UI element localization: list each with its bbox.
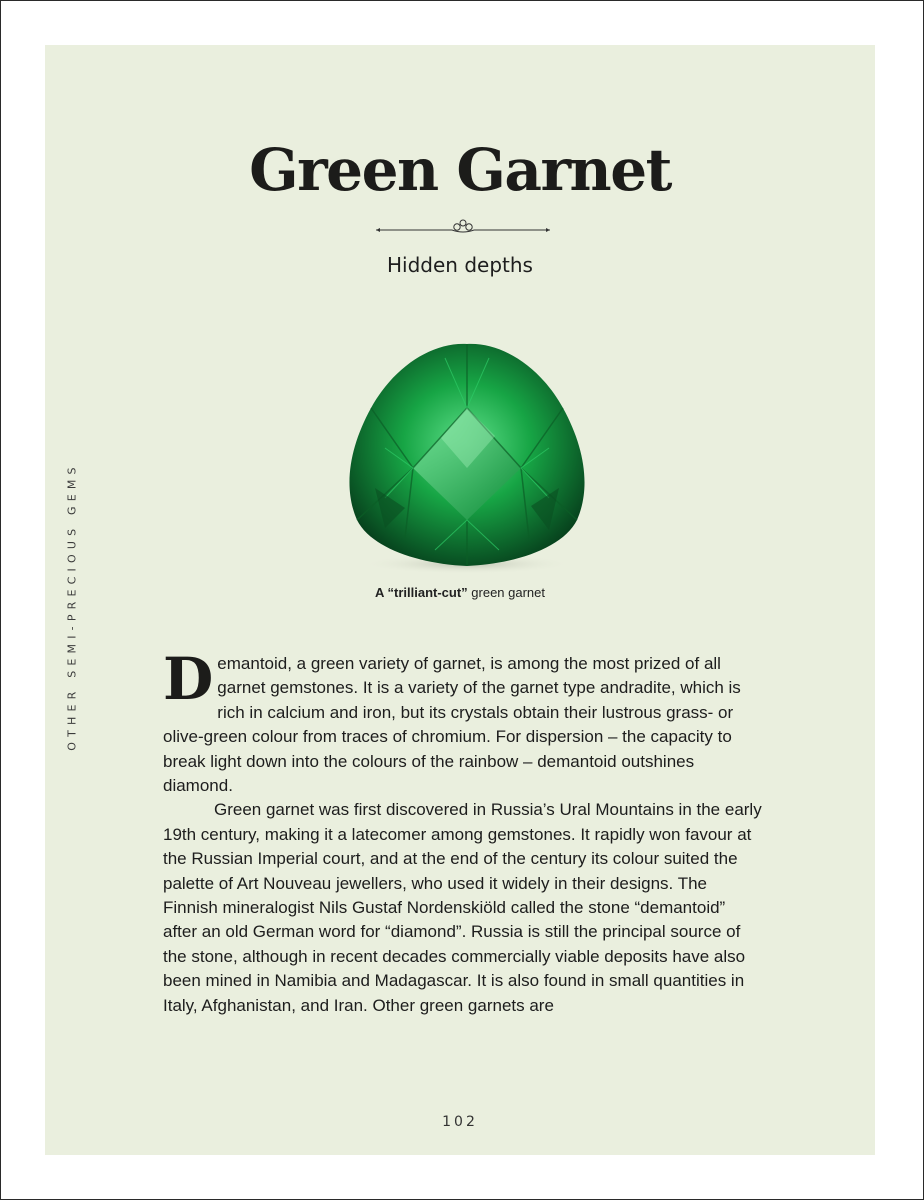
page-subtitle: Hidden depths — [387, 253, 533, 277]
gem-image — [345, 338, 590, 578]
caption-rest: green garnet — [467, 585, 546, 600]
body-text — [163, 645, 763, 1018]
paragraph-2: Green garnet was first discovered in Russia’s Ural Mountains in the early 19th century, making it a latecomer among gemstones. It rapidly won favour at the Russian Imperial court, and at the end of the century its colour suited the palette of Art Nouveau jewellers, who used it widely in their designs. The Finnish mineralogist Nils Gustaf Nordenskiöld called the stone “demantoid” after an old German word for “diamond”. Russia is still the principal source of the stone, although in recent decades commercially viable deposits have also been mined in Namibia and Madagascar. It is also found in small quantities in Italy, Afghanistan, and Iran. Other green garnets are — [163, 800, 762, 1015]
drop-cap: D — [163, 645, 214, 713]
page-number: 102 — [442, 1114, 478, 1130]
page-title: Green Garnet — [249, 136, 671, 204]
section-side-label: OTHER SEMI-PRECIOUS GEMS — [65, 462, 79, 751]
image-caption — [45, 585, 875, 600]
paragraph-1 — [163, 645, 763, 798]
ornament-divider-icon — [372, 216, 554, 236]
caption-bold: A “trilliant-cut” — [374, 585, 468, 600]
paragraph-1-text: emantoid, a green variety of garnet, is among the most prized of all garnet gemstones. It is a variety of the garnet type andradite, which is rich in calcium and iron, but its crystals obtain their lustrous grass- or olive-green colour from traces of chromium. For dispersion – the capacity to break light down into the colours of the rainbow – demantoid outshines diamond. — [163, 654, 741, 796]
